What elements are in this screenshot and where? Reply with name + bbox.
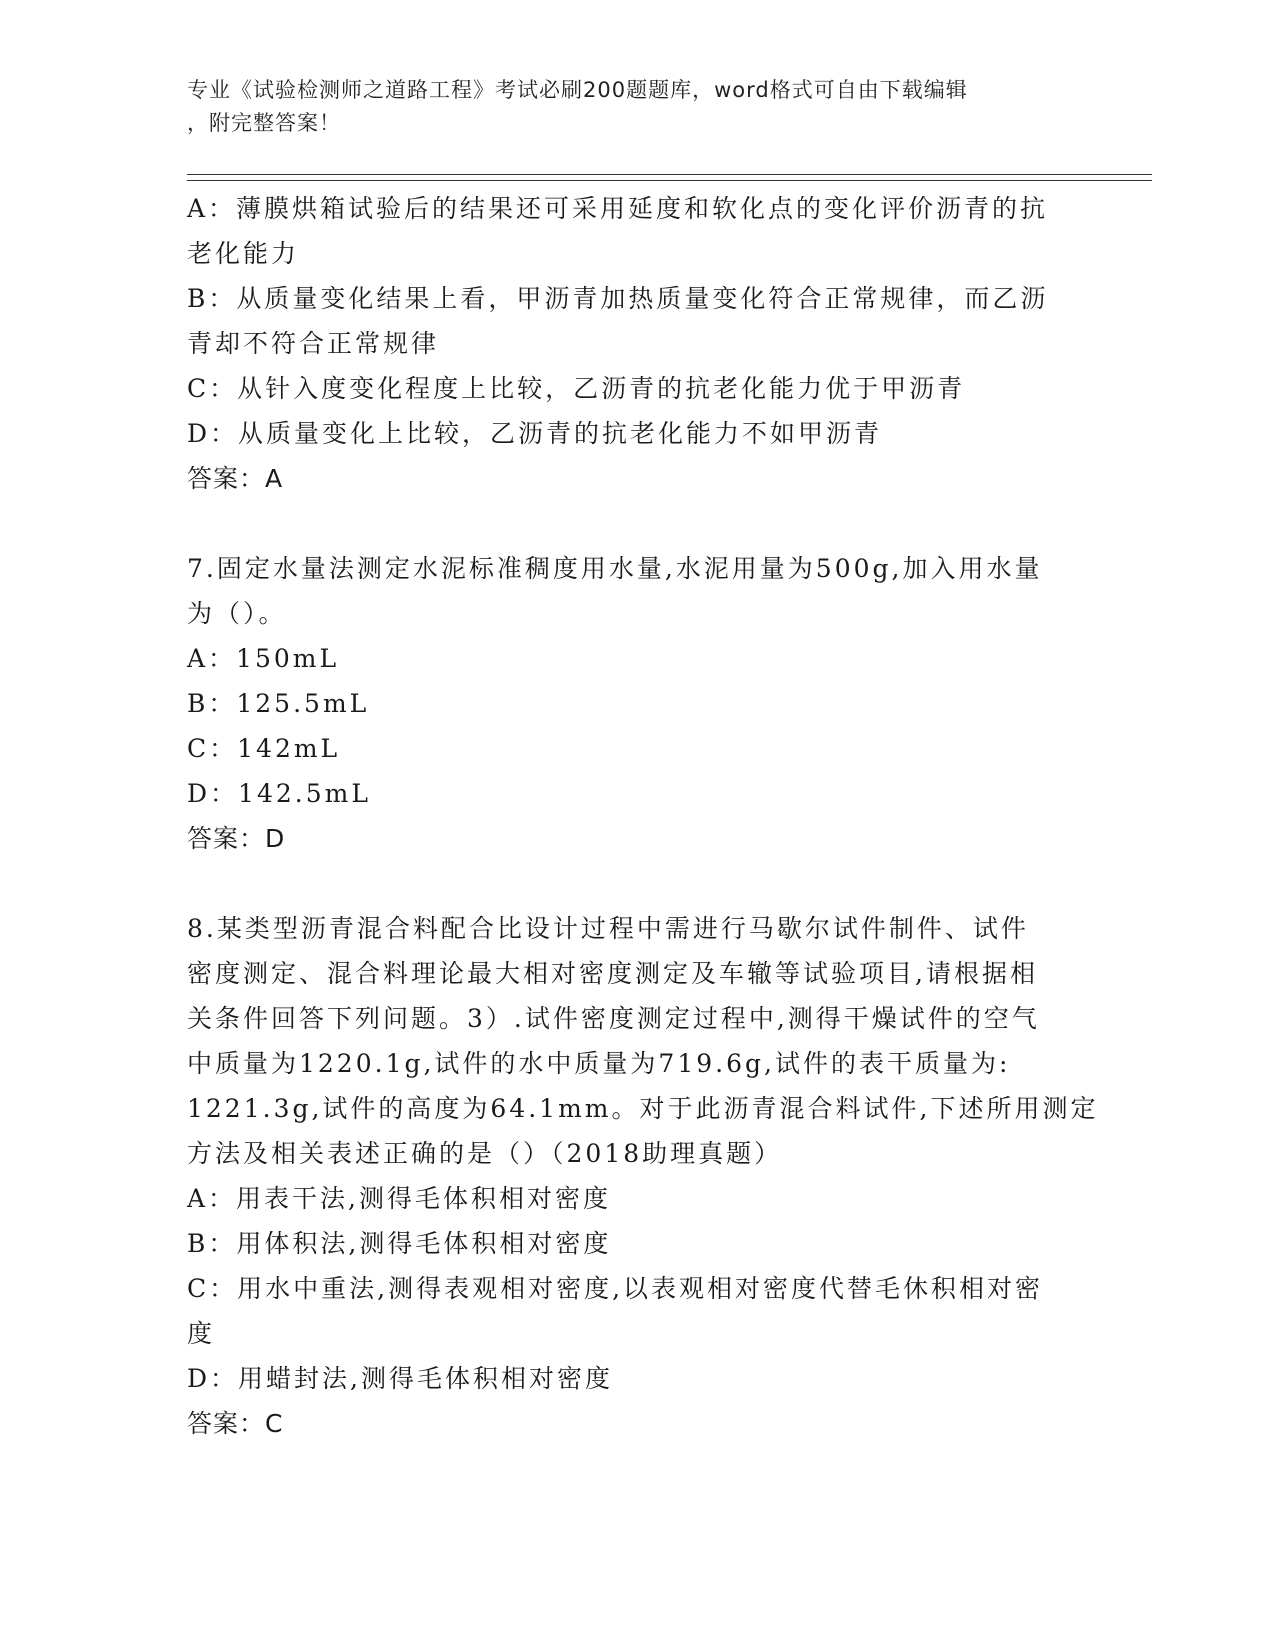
q7-stem-line-2: 为（）。 xyxy=(187,599,287,628)
q8-stem-line-4: 中质量为1220.1g,试件的水中质量为719.6g,试件的表干质量为: xyxy=(187,1049,1011,1078)
spacer xyxy=(187,501,1087,546)
question-6-block xyxy=(187,186,1087,501)
header-line-2: ，附完整答案！ xyxy=(187,111,341,135)
q8-answer: 答案：C xyxy=(187,1409,284,1438)
header-line-1: 专业《试验检测师之道路工程》考试必刷200题题库，word格式可自由下载编辑 xyxy=(187,78,968,102)
q8-stem-line-2: 密度测定、混合料理论最大相对密度测定及车辙等试验项目,请根据相 xyxy=(187,959,1038,988)
q8-stem-line-3: 关条件回答下列问题。3）.试件密度测定过程中,测得干燥试件的空气 xyxy=(187,1004,1040,1033)
question-7-block xyxy=(187,546,1087,861)
spacer xyxy=(187,861,1087,906)
q8-option-a: A：用表干法,测得毛体积相对密度 xyxy=(187,1184,612,1213)
q8-option-c-line-1: C：用水中重法,测得表观相对密度,以表观相对密度代替毛休积相对密 xyxy=(187,1274,1044,1303)
header-divider-bottom xyxy=(187,180,1152,181)
q6-option-b-line-1: B：从质量变化结果上看，甲沥青加热质量变化符合正常规律，而乙沥 xyxy=(187,284,1049,313)
question-8-block xyxy=(187,906,1099,1446)
header-divider-top xyxy=(187,174,1152,175)
q6-option-d: D：从质量变化上比较，乙沥青的抗老化能力不如甲沥青 xyxy=(187,419,883,448)
q7-option-b: B：125.5mL xyxy=(187,689,370,718)
q7-stem-line-1: 7.固定水量法测定水泥标准稠度用水量,水泥用量为500g,加入用水量 xyxy=(187,554,1043,583)
q8-stem-line-6: 方法及相关表述正确的是（）（2018助理真题） xyxy=(187,1139,783,1168)
q7-answer: 答案：D xyxy=(187,824,286,853)
q7-option-a: A：150mL xyxy=(187,644,340,673)
q8-stem-line-1: 8.某类型沥青混合料配合比设计过程中需进行马歇尔试件制件、试件 xyxy=(187,914,1029,943)
q8-stem-line-5: 1221.3g,试件的高度为64.1mm。对于此沥青混合料试件,下述所用测定 xyxy=(187,1094,1099,1123)
q6-option-b-line-2: 青却不符合正常规律 xyxy=(187,329,440,358)
document-header xyxy=(187,74,1067,140)
q6-answer: 答案：A xyxy=(187,464,284,493)
q7-option-c: C：142mL xyxy=(187,734,341,763)
q6-option-c: C：从针入度变化程度上比较，乙沥青的抗老化能力优于甲沥青 xyxy=(187,374,966,403)
q8-option-c-line-2: 度 xyxy=(187,1319,216,1348)
q8-option-b: B：用体积法,测得毛体积相对密度 xyxy=(187,1229,612,1258)
q6-option-a-line-1: A：薄膜烘箱试验后的结果还可采用延度和软化点的变化评价沥青的抗 xyxy=(187,194,1049,223)
q8-option-d: D：用蜡封法,测得毛体积相对密度 xyxy=(187,1364,613,1393)
q6-option-a-line-2: 老化能力 xyxy=(187,239,300,268)
question-content xyxy=(187,186,1099,1446)
q7-option-d: D：142.5mL xyxy=(187,779,371,808)
